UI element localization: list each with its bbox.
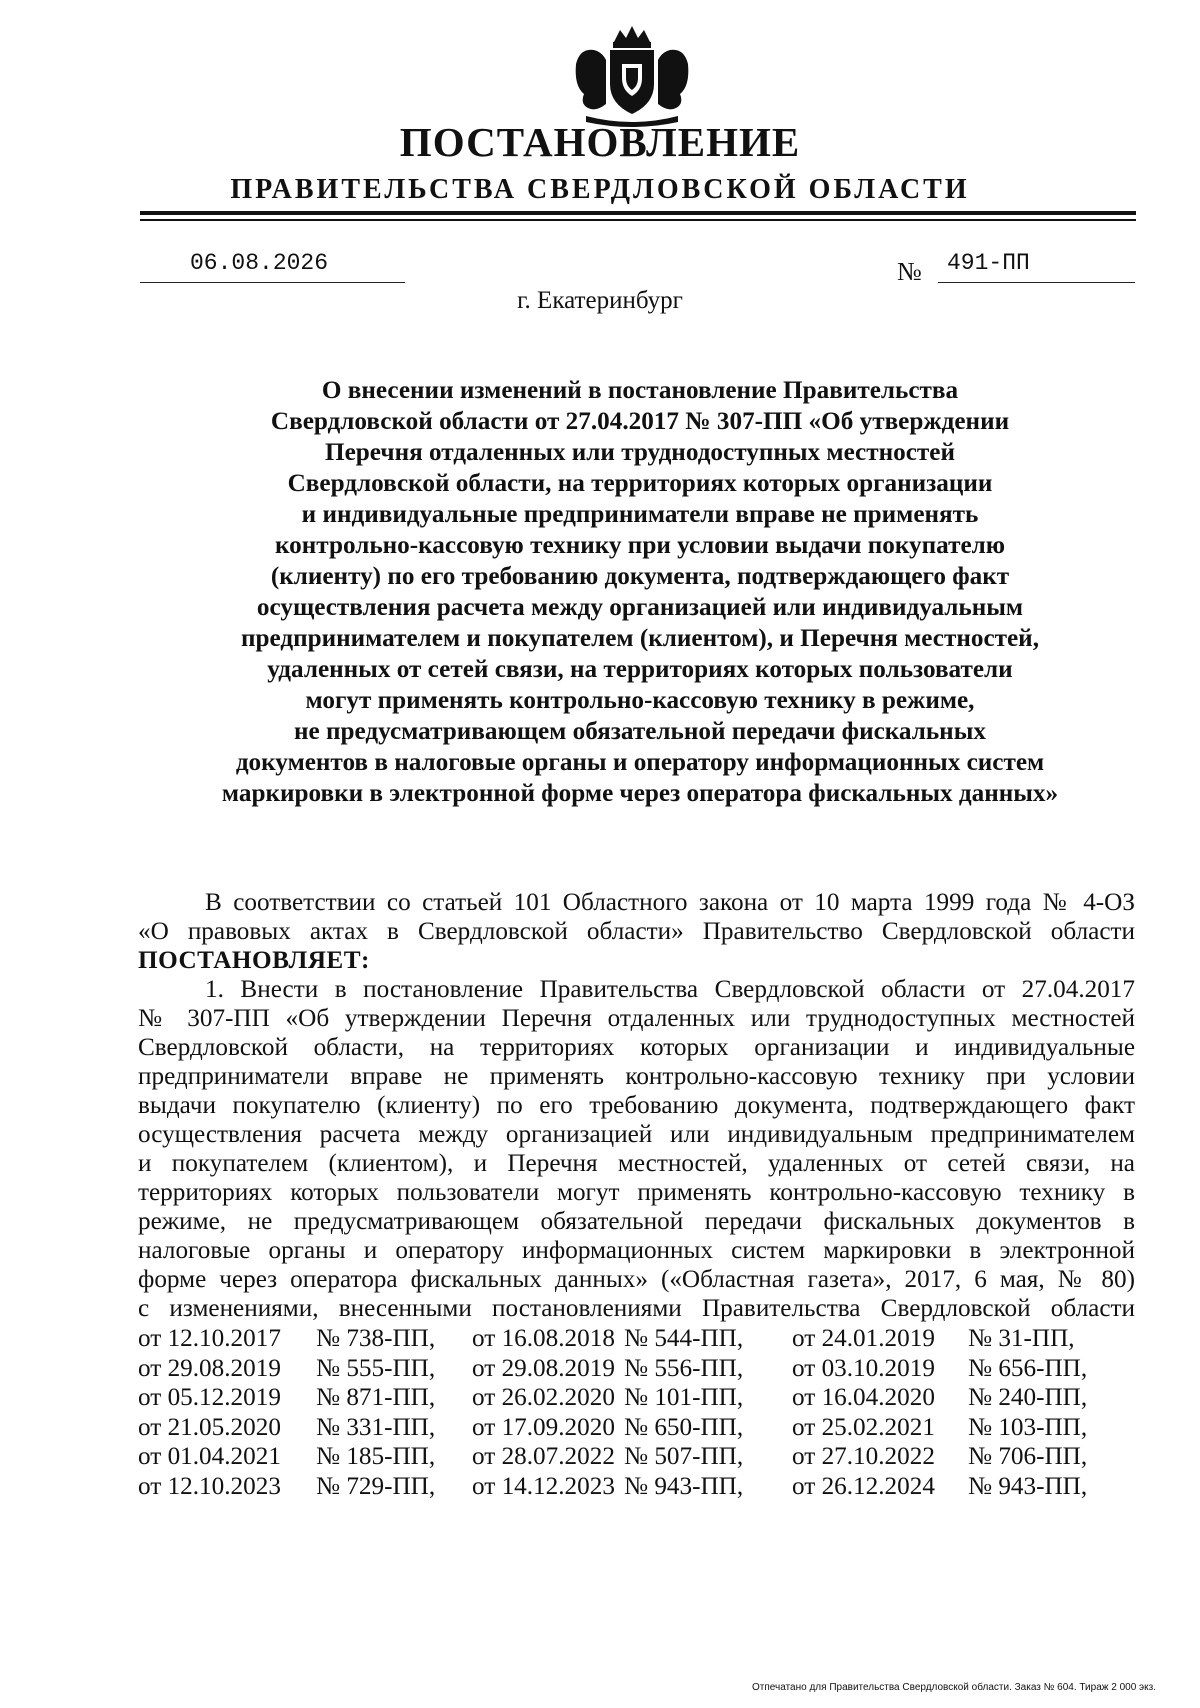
amendment-date: от 24.01.2019 [792, 1325, 935, 1352]
heading-line: Свердловской области от 27.04.2017 № 307-ПП «Об утверждении [270, 408, 1010, 435]
item1-line: форме через оператора фискальных данных» («Областная газета», 2017, 6 мая, № 80) [138, 1266, 1135, 1293]
item1-line: № 307-ПП «Об утверждении Перечня отдаленных или труднодоступных местностей [138, 1005, 1135, 1032]
amendment-row [138, 1414, 1135, 1446]
item1-line: территориях которых пользователи могут применять контрольно-кассовую технику в [138, 1179, 1135, 1206]
heading-line: и индивидуальные предприниматели вправе не применять [301, 501, 979, 528]
amendment-row [138, 1325, 1135, 1357]
preamble-line: «О правовых актах в Свердловской области» Правительство Свердловской области [138, 918, 1135, 945]
amendment-date: от 12.10.2017 [138, 1325, 281, 1352]
header-rule-thick [140, 211, 1136, 215]
item1-line: налоговые органы и оператору информационных систем маркировки в электронной [138, 1237, 1135, 1264]
amendment-date: от 25.02.2021 [792, 1413, 935, 1441]
heading-line: удаленных от сетей связи, на территориях которых пользователи [267, 656, 1013, 683]
amendment-date: от 05.12.2019 [138, 1384, 281, 1411]
amendment-date: от 26.12.2024 [792, 1472, 935, 1500]
amendment-date: от 16.04.2020 [792, 1384, 935, 1411]
date-underline [140, 282, 405, 283]
amendment-number: № 556-ПП, [624, 1354, 744, 1382]
amendment-row [138, 1384, 1135, 1416]
amendment-number: № 331-ПП, [316, 1413, 436, 1441]
amendment-date: от 14.12.2023 [472, 1472, 615, 1500]
document-number: 491-ПП [947, 250, 1030, 276]
heading-line: Перечня отдаленных или труднодоступных местностей [325, 439, 955, 466]
item1-line: режиме, не предусматривающем обязательной передачи фискальных документов в [138, 1208, 1135, 1235]
amendment-row [138, 1443, 1135, 1475]
heading-line: Свердловской области, на территориях которых организации [287, 470, 993, 497]
amendment-number: № 555-ПП, [316, 1354, 436, 1382]
amendment-date: от 28.07.2022 [472, 1443, 615, 1470]
amendment-number: № 31-ПП, [968, 1325, 1075, 1352]
print-footer: Отпечатано для Правительства Свердловской области. Заказ № 604. Тираж 2 000 экз. [752, 1682, 1156, 1693]
amendment-row [138, 1355, 1135, 1387]
amendment-date: от 01.04.2021 [138, 1443, 281, 1470]
coat-of-arms-icon [566, 24, 698, 130]
decree-word: ПОСТАНОВЛЯЕТ: [138, 947, 370, 974]
preamble-line: В соответствии со статьей 101 Областного закона от 10 марта 1999 года № 4-ОЗ [205, 889, 1135, 916]
amendment-number: № 507-ПП, [624, 1443, 744, 1470]
amendment-row [138, 1473, 1135, 1505]
number-sign: № [897, 257, 922, 286]
heading-line: могут применять контрольно-кассовую технику в режиме, [305, 687, 975, 714]
item1-line: с изменениями, внесенными постановлениями Правительства Свердловской области [138, 1295, 1135, 1322]
heading-line: документов в налоговые органы и оператору информационных систем [235, 749, 1045, 776]
item1-line: осуществления расчета между организацией или индивидуальным предпринимателем [138, 1121, 1135, 1148]
heading-line: О внесении изменений в постановление Правительства [321, 377, 959, 404]
amendment-number: № 185-ПП, [316, 1443, 436, 1470]
amendment-date: от 03.10.2019 [792, 1354, 935, 1382]
issue-city: г. Екатеринбург [517, 287, 683, 314]
amendment-date: от 12.10.2023 [138, 1472, 281, 1500]
amendment-number: № 101-ПП, [624, 1384, 744, 1411]
amendment-number: № 706-ПП, [968, 1443, 1088, 1470]
heading-line: контрольно-кассовую технику при условии выдачи покупателю [274, 532, 1006, 559]
amendment-date: от 16.08.2018 [472, 1325, 615, 1352]
amendment-number: № 729-ПП, [316, 1472, 436, 1500]
amendment-date: от 29.08.2019 [138, 1354, 281, 1382]
number-underline [938, 282, 1135, 283]
amendment-date: от 26.02.2020 [472, 1384, 615, 1411]
item1-line: предприниматели вправе не применять контрольно-кассовую технику при условии [138, 1063, 1135, 1090]
document-type-title: ПОСТАНОВЛЕНИЕ [399, 119, 801, 165]
amendment-number: № 656-ПП, [968, 1354, 1088, 1382]
amendment-number: № 544-ПП, [624, 1325, 744, 1352]
issuer-subtitle: ПРАВИТЕЛЬСТВА СВЕРДЛОВСКОЙ ОБЛАСТИ [230, 174, 970, 205]
amendment-date: от 27.10.2022 [792, 1443, 935, 1470]
amendment-number: № 943-ПП, [968, 1472, 1088, 1500]
amendment-date: от 29.08.2019 [472, 1354, 615, 1382]
decree-heading [160, 375, 1120, 809]
item1-line: Свердловской области, на территориях которых организации и индивидуальные [138, 1034, 1135, 1061]
heading-line: (клиенту) по его требованию документа, подтверждающего факт [270, 563, 1010, 590]
heading-line: осуществления расчета между организацией или индивидуальным [256, 594, 1024, 621]
amendment-number: № 943-ПП, [624, 1472, 744, 1500]
heading-line: не предусматривающем обязательной передачи фискальных [294, 718, 986, 745]
amendment-date: от 21.05.2020 [138, 1413, 281, 1441]
document-date: 06.08.2026 [190, 250, 329, 276]
heading-line: предпринимателем и покупателем (клиентом), и Перечня местностей, [241, 625, 1039, 652]
amendment-date: от 17.09.2020 [472, 1413, 615, 1441]
amendment-number: № 103-ПП, [968, 1413, 1088, 1441]
item1-line: и покупателем (клиентом), и Перечня местностей, удаленных от сетей связи, на [138, 1150, 1135, 1177]
heading-line: маркировки в электронной форме через оператора фискальных данных» [221, 780, 1059, 807]
amendment-number: № 650-ПП, [624, 1413, 744, 1441]
amendment-number: № 240-ПП, [968, 1384, 1088, 1411]
item1-line: 1. Внести в постановление Правительства Свердловской области от 27.04.2017 [205, 976, 1135, 1003]
item1-line: выдачи покупателю (клиенту) по его требованию документа, подтверждающего факт [138, 1092, 1135, 1119]
amendment-number: № 738-ПП, [316, 1325, 436, 1352]
header-rule-thin [140, 219, 1136, 221]
amendment-number: № 871-ПП, [316, 1384, 436, 1411]
